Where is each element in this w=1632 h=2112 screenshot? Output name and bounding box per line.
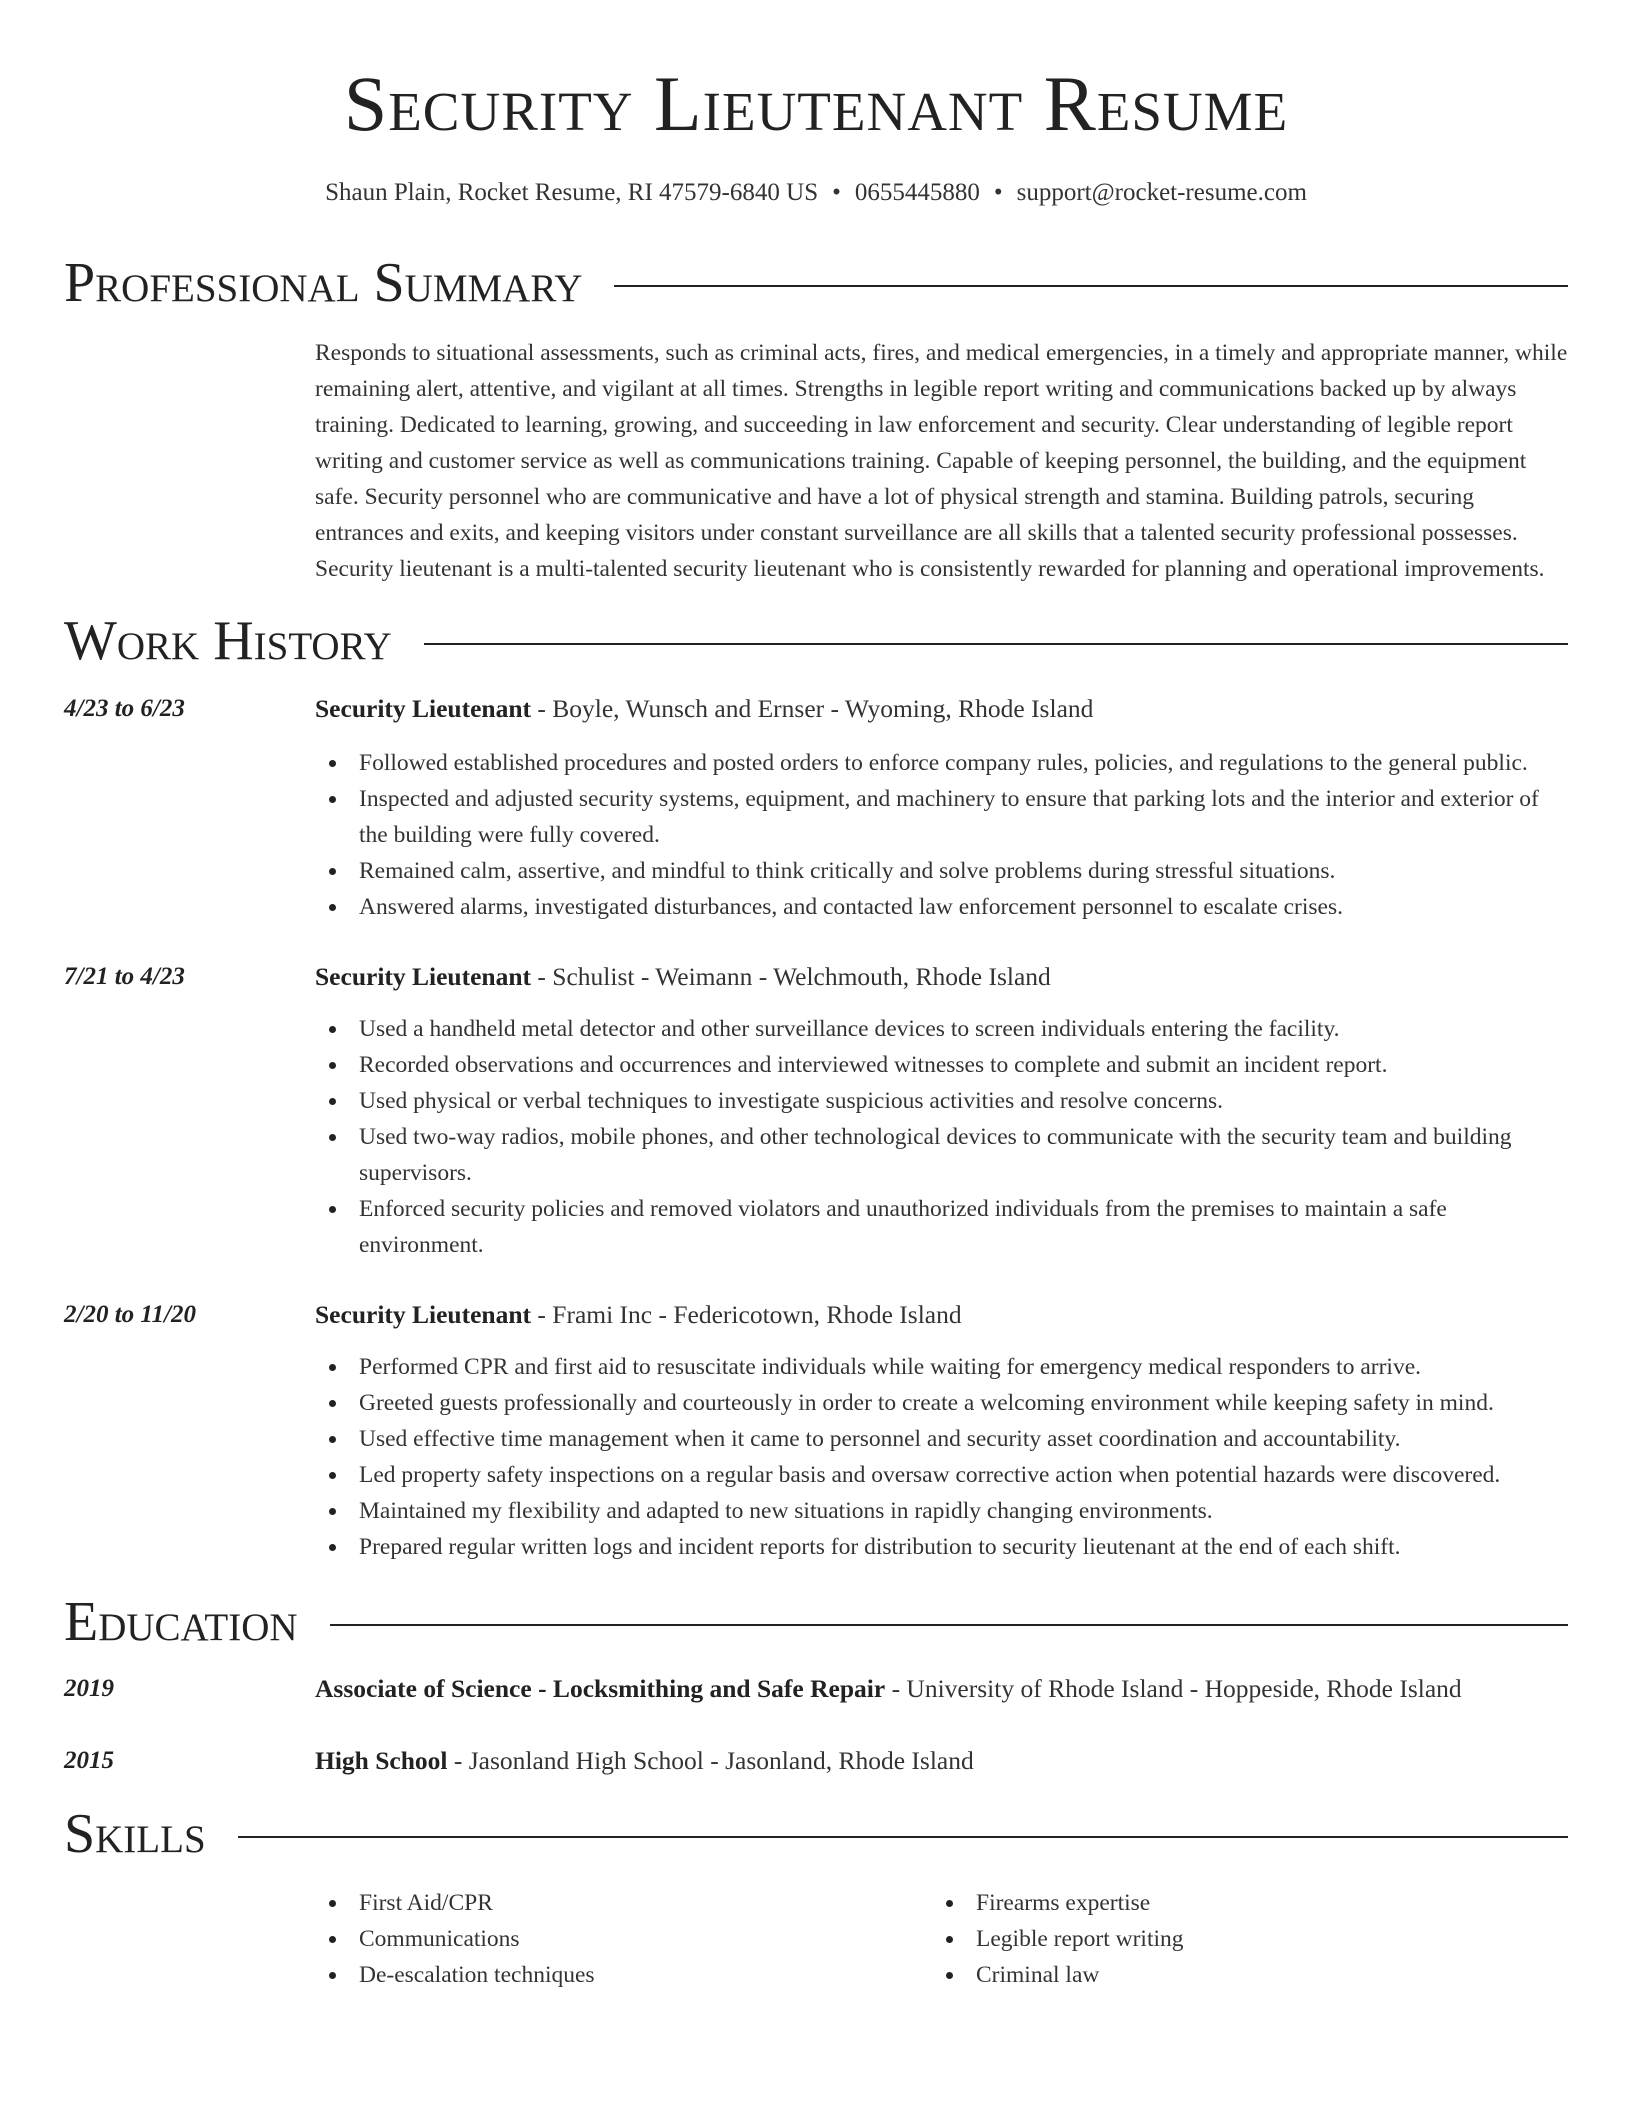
job-title-line xyxy=(315,1297,1568,1333)
education-school: - University of Rhode Island - Hoppeside, Rhode Island xyxy=(885,1674,1462,1703)
job-entry xyxy=(64,959,1568,1263)
section-divider xyxy=(614,285,1568,287)
bullet-text: Performed CPR and first aid to resuscitate individuals while waiting for emergency medical responders to arrive. xyxy=(359,1354,1421,1380)
job-bullet xyxy=(315,1349,1568,1385)
bullet-text: Inspected and adjusted security systems, equipment, and machinery to ensure that parking lots and the interior and exterior of the building were fully covered. xyxy=(359,786,1539,848)
job-bullet xyxy=(315,1191,1568,1263)
bullet-dot xyxy=(329,1098,336,1105)
bullet-text: Led property safety inspections on a regular basis and oversaw corrective action when potential hazards were discovered. xyxy=(359,1462,1501,1488)
bullet-text: Remained calm, assertive, and mindful to think critically and solve problems during stressful situations. xyxy=(359,858,1336,884)
bullet-dot xyxy=(946,1972,953,1979)
skill-text: De-escalation techniques xyxy=(359,1962,595,1988)
job-bullet xyxy=(315,889,1568,925)
education-entry xyxy=(64,1743,1568,1779)
job-employer: - Boyle, Wunsch and Ernser - Wyoming, Rhode Island xyxy=(531,694,1094,723)
resume-title: Security Lieutenant Resume xyxy=(343,60,1289,147)
summary-section-header xyxy=(64,248,1568,318)
skills-grid xyxy=(315,1885,1568,1993)
job-content xyxy=(315,959,1568,1263)
bullet-dot xyxy=(329,868,336,875)
education-school: - Jasonland High School - Jasonland, Rhode Island xyxy=(447,1746,974,1775)
bullet-dot xyxy=(329,1472,336,1479)
resume-page xyxy=(64,0,1568,1993)
job-entry xyxy=(64,1297,1568,1565)
contact-phone: 0655445880 xyxy=(854,179,980,206)
education-heading: Education xyxy=(64,1591,298,1653)
job-bullets xyxy=(315,1011,1568,1263)
skills-column-right xyxy=(932,1885,1549,1993)
bullet-dot xyxy=(329,904,336,911)
bullet-dot xyxy=(329,1508,336,1515)
skill-text: Firearms expertise xyxy=(976,1890,1151,1916)
job-bullet xyxy=(315,1385,1568,1421)
bullet-dot xyxy=(329,1972,336,1979)
job-bullet xyxy=(315,745,1568,781)
job-bullet xyxy=(315,1083,1568,1119)
job-title: Security Lieutenant xyxy=(315,694,532,723)
skills-row xyxy=(64,1885,1568,1993)
bullet-text: Used two-way radios, mobile phones, and other technological devices to communicate with the security team and building supervisors. xyxy=(359,1124,1512,1186)
job-dates: 2/20 to 11/20 xyxy=(64,1301,196,1328)
job-bullet xyxy=(315,1119,1568,1191)
bullet-dot xyxy=(329,1026,336,1033)
job-employer: - Frami Inc - Federicotown, Rhode Island xyxy=(531,1300,962,1329)
bullet-text: Followed established procedures and posted orders to enforce company rules, policies, and regulations to the general public. xyxy=(359,750,1528,776)
job-bullet xyxy=(315,1421,1568,1457)
work-heading: Work History xyxy=(64,610,392,672)
skill-text: Communications xyxy=(359,1926,520,1952)
job-content xyxy=(315,691,1568,925)
summary-row xyxy=(64,335,1568,587)
skills-heading: Skills xyxy=(64,1803,206,1865)
skill-text: First Aid/CPR xyxy=(359,1890,493,1916)
bullet-dot xyxy=(329,1206,336,1213)
bullet-text: Used physical or verbal techniques to investigate suspicious activities and resolve concerns. xyxy=(359,1088,1224,1114)
skill-item xyxy=(932,1885,1549,1921)
skill-text: Legible report writing xyxy=(976,1926,1184,1952)
job-bullets xyxy=(315,745,1568,925)
job-bullet xyxy=(315,781,1568,853)
work-section-header xyxy=(64,606,1568,676)
summary-spacer xyxy=(64,335,315,587)
job-bullet xyxy=(315,1011,1568,1047)
contact-email: support@rocket-resume.com xyxy=(1016,179,1307,206)
bullet-dot xyxy=(329,796,336,803)
skill-item xyxy=(932,1957,1549,1993)
job-dates: 7/21 to 4/23 xyxy=(64,963,185,990)
contact-separator: • xyxy=(993,179,1003,206)
bullet-dot xyxy=(329,1400,336,1407)
job-entry xyxy=(64,691,1568,925)
job-dates: 4/23 to 6/23 xyxy=(64,695,185,722)
job-title-line xyxy=(315,691,1568,727)
skill-text: Criminal law xyxy=(976,1962,1100,1988)
bullet-dot xyxy=(329,1134,336,1141)
skill-item xyxy=(315,1921,932,1957)
bullet-text: Used a handheld metal detector and other surveillance devices to screen individuals entering the facility. xyxy=(359,1016,1340,1042)
education-section-header xyxy=(64,1587,1568,1657)
contact-line xyxy=(64,176,1568,210)
section-divider xyxy=(330,1624,1568,1626)
skills-section-header xyxy=(64,1799,1568,1869)
bullet-dot xyxy=(329,1544,336,1551)
job-title: Security Lieutenant xyxy=(315,962,532,991)
bullet-text: Maintained my flexibility and adapted to new situations in rapidly changing environments. xyxy=(359,1498,1213,1524)
education-degree: High School xyxy=(315,1746,448,1775)
skill-item xyxy=(315,1957,932,1993)
education-entry xyxy=(64,1671,1568,1707)
bullet-dot xyxy=(946,1936,953,1943)
bullet-dot xyxy=(329,760,336,767)
bullet-dot xyxy=(329,1062,336,1069)
skills-spacer xyxy=(64,1885,315,1993)
skills-column-left xyxy=(315,1885,932,1993)
contact-address: Shaun Plain, Rocket Resume, RI 47579-6840 US xyxy=(325,179,819,206)
bullet-dot xyxy=(946,1900,953,1907)
job-title: Security Lieutenant xyxy=(315,1300,532,1329)
summary-text: Responds to situational assessments, such as criminal acts, fires, and medical emergencies, in a timely and appropriate manner, while remaining alert, attentive, and vigilant at all times. Strengths in legible report writing and communications backed up by always training. Dedicated to learning, growing, and succeeding in law enforcement and security. Clear understanding of legible report writing and customer service as well as communications training. Capable of keeping personnel, the building, and the equipment safe. Security personnel who are communicative and have a lot of physical strength and stamina. Building patrols, securing entrances and exits, and keeping visitors under constant surveillance are all skills that a talented security professional possesses. Security lieutenant is a multi-talented security lieutenant who is consistently rewarded for planning and operational improvements. xyxy=(315,340,1568,582)
bullet-text: Greeted guests professionally and courteously in order to create a welcoming environment while keeping safety in mind. xyxy=(359,1390,1494,1416)
job-bullets xyxy=(315,1349,1568,1565)
summary-heading: Professional Summary xyxy=(64,252,583,314)
bullet-dot xyxy=(329,1436,336,1443)
bullet-text: Recorded observations and occurrences and interviewed witnesses to complete and submit an incident report. xyxy=(359,1052,1388,1078)
education-line xyxy=(315,1743,1568,1779)
section-divider xyxy=(238,1836,1568,1838)
education-degree: Associate of Science - Locksmithing and Safe Repair xyxy=(315,1674,886,1703)
job-bullet xyxy=(315,853,1568,889)
job-bullet xyxy=(315,1529,1568,1565)
education-year: 2015 xyxy=(64,1747,114,1774)
job-content xyxy=(315,1297,1568,1565)
section-divider xyxy=(424,643,1568,645)
job-employer: - Schulist - Weimann - Welchmouth, Rhode Island xyxy=(531,962,1051,991)
job-bullet xyxy=(315,1457,1568,1493)
skill-item xyxy=(315,1885,932,1921)
bullet-dot xyxy=(329,1936,336,1943)
contact-separator: • xyxy=(832,179,841,206)
job-bullet xyxy=(315,1047,1568,1083)
bullet-text: Enforced security policies and removed violators and unauthorized individuals from the premises to maintain a safe environment. xyxy=(359,1196,1447,1258)
bullet-dot xyxy=(329,1900,336,1907)
education-year: 2019 xyxy=(64,1675,114,1702)
education-line xyxy=(315,1671,1568,1707)
bullet-text: Used effective time management when it came to personnel and security asset coordination and accountability. xyxy=(359,1426,1401,1452)
skill-item xyxy=(932,1921,1549,1957)
job-bullet xyxy=(315,1493,1568,1529)
job-title-line xyxy=(315,959,1568,995)
bullet-dot xyxy=(329,1364,336,1371)
bullet-text: Answered alarms, investigated disturbances, and contacted law enforcement personnel to escalate crises. xyxy=(359,894,1344,920)
bullet-text: Prepared regular written logs and incident reports for distribution to security lieutenant at the end of each shift. xyxy=(359,1534,1401,1560)
